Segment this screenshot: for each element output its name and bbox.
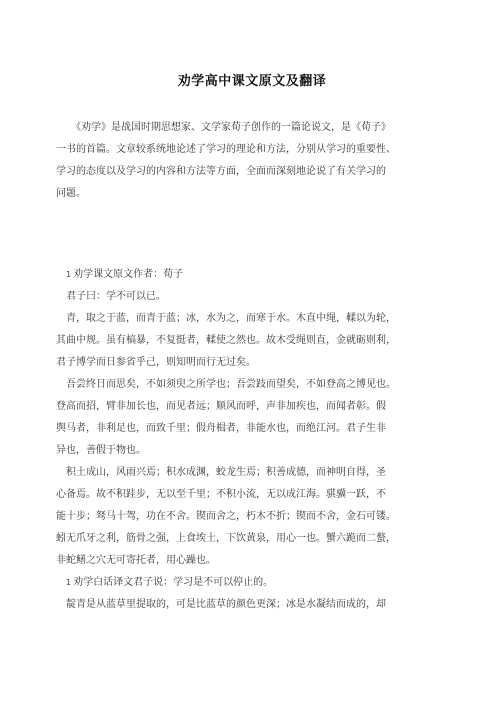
body-line: 其曲中规。虽有槁暴，不复挺者，輮使之然也。故木受绳则直，金就砺则利， <box>56 335 396 346</box>
body-line: 吾尝终日而思矣，不如须臾之所学也；吾尝跂而望矣，不如登高之博见也。 <box>56 379 396 390</box>
body-line: 君子曰：学不可以已。 <box>56 291 166 302</box>
section-number: 1 <box>66 578 72 587</box>
body-line: 非蛇鳝之穴无可寄托者，用心躁也。 <box>56 555 216 566</box>
article-body <box>56 264 451 616</box>
section-heading-text: 劝学课文原文作者：荀子 <box>73 269 184 280</box>
section-heading-text: 劝学白话译文君子说：学习是不可以停止的。 <box>73 577 274 588</box>
body-line: 青，取之于蓝，而青于蓝；冰，水为之，而寒于水。木直中绳，輮以为轮， <box>56 313 396 324</box>
body-line: 积土成山，风雨兴焉；积水成渊，蛟龙生焉；积善成德，而神明自得，圣 <box>56 467 386 478</box>
body-line: 靛青是从蓝草里提取的，可是比蓝草的颜色更深；冰是水凝结而成的，却 <box>56 599 386 610</box>
body-line: 登高而招，臂非加长也，而见者远；顺风而呼，声非加疾也，而闻者彰。假 <box>56 401 386 412</box>
body-line: 异也，善假于物也。 <box>56 445 146 456</box>
section-heading-original <box>56 264 451 286</box>
document-title: 劝学高中课文原文及翻译 <box>177 74 327 89</box>
intro-paragraph <box>56 117 451 205</box>
intro-line: 学习的态度以及学习的内容和方法等方面，全面而深刻地论说了有关学习的 <box>56 166 386 177</box>
intro-line: 一书的首篇。文章较系统地论述了学习的理论和方法，分别从学习的重要性、 <box>56 144 396 155</box>
section-number: 1 <box>66 270 72 279</box>
body-line: 心备焉。故不积跬步，无以至千里；不积小流，无以成江海。骐骥一跃，不 <box>56 489 386 500</box>
body-line: 蚓无爪牙之利，筋骨之强，上食埃土，下饮黄泉，用心一也。蟹六跪而二螯， <box>56 533 396 544</box>
body-line: 君子博学而日参省乎己，则知明而行无过矣。 <box>56 357 256 368</box>
body-line: 能十步；驽马十驾，功在不舍。锲而舍之，朽木不折；锲而不舍，金石可镂。 <box>56 511 396 522</box>
intro-line: 《劝学》是战国时期思想家、文学家荀子创作的一篇论说文，是《荀子》 <box>56 122 391 133</box>
body-line: 舆马者，非利足也，而致千里；假舟楫者，非能水也，而绝江河。君子生非 <box>56 423 386 434</box>
section-heading-translation <box>56 572 451 594</box>
intro-line: 问题。 <box>56 188 86 199</box>
